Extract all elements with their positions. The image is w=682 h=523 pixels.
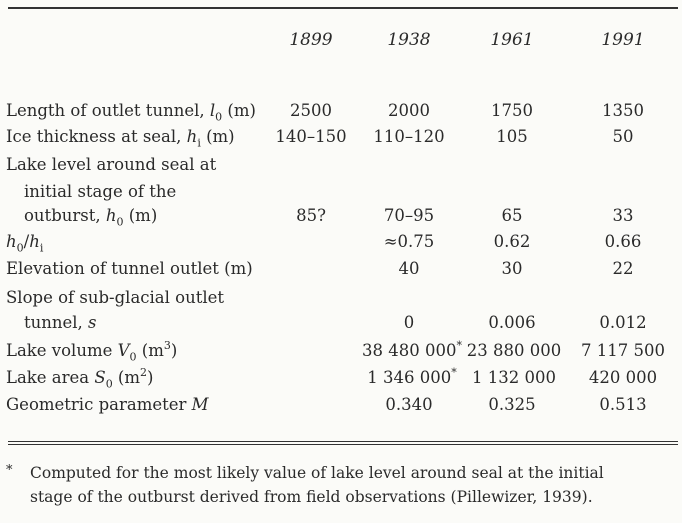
cell: 7 117 500 <box>581 341 665 360</box>
table-row <box>0 259 682 281</box>
cell: 1 346 000* <box>367 366 457 387</box>
cell: 70–95 <box>383 206 435 225</box>
cell: 1750 <box>491 101 533 120</box>
cell: 0.62 <box>493 232 531 251</box>
cell: 22 <box>612 259 634 278</box>
row-label-line2: tunnel, s <box>24 313 97 332</box>
cell: 0.513 <box>599 395 647 414</box>
cell: 2500 <box>290 101 332 120</box>
cell: 420 000 <box>588 368 658 387</box>
table-row <box>0 127 682 149</box>
row-label-line3: outburst, $h_0$ (m) <box>24 206 158 229</box>
footnote-line-1: Computed for the most likely value of lake level around seal at the initial <box>30 464 604 482</box>
cell: 1 132 000 <box>472 368 556 387</box>
cell: 38 480 000* <box>362 339 462 360</box>
cell: 105 <box>496 127 528 146</box>
year-header-1991: 1991 <box>601 30 645 50</box>
cell: 0.66 <box>604 232 642 251</box>
cell: ≈0.75 <box>383 232 435 251</box>
table-row <box>0 395 682 417</box>
footnote-marker: * <box>6 463 13 478</box>
cell: 40 <box>398 259 420 278</box>
row-label: $h_0/h_i$ <box>6 232 44 255</box>
table-row <box>0 341 682 363</box>
cell: 23 880 000 <box>466 341 562 360</box>
row-label: Slope of sub-glacial outlet <box>6 288 225 307</box>
row-label-line2: initial stage of the <box>24 182 177 201</box>
cell: 2000 <box>388 101 430 120</box>
table-row-continued <box>0 313 682 335</box>
row-label: Length of outlet tunnel, $l_0$ (m) <box>6 101 256 124</box>
footnote-line-2: stage of the outburst derived from field observations (Pillewizer, 1939). <box>30 488 593 506</box>
cell: 30 <box>501 259 523 278</box>
cell: 0.340 <box>385 395 433 414</box>
row-label: Lake volume $V_0$ $(m^3)$ <box>6 339 178 364</box>
row-label: Lake area $S_0$ $(m^2)$ <box>6 366 154 391</box>
row-label: Lake level around seal at <box>6 155 217 174</box>
cell: 140–150 <box>275 127 347 146</box>
cell: 0.325 <box>488 395 536 414</box>
cell: 65 <box>501 206 523 225</box>
table-row <box>0 232 682 254</box>
cell: 110–120 <box>373 127 445 146</box>
row-label: Geometric parameter M <box>6 395 209 414</box>
cell: 0 <box>403 313 415 332</box>
table-row <box>0 155 682 177</box>
row-label: Elevation of tunnel outlet (m) <box>6 259 253 278</box>
table-top-rule <box>8 7 678 9</box>
table-bottom-rule-double <box>8 444 678 445</box>
cell: 0.012 <box>599 313 647 332</box>
row-label: Ice thickness at seal, $h_i$ (m) <box>6 127 235 150</box>
table-bottom-rule <box>8 441 678 442</box>
table-row <box>0 288 682 310</box>
cell: 85? <box>296 206 326 225</box>
table-row <box>0 101 682 123</box>
year-header-1938: 1938 <box>387 30 431 50</box>
year-header-1899: 1899 <box>289 30 333 50</box>
cell: 1350 <box>602 101 644 120</box>
cell: 0.006 <box>488 313 536 332</box>
cell: 33 <box>612 206 634 225</box>
table-row-continued <box>0 206 682 228</box>
cell: 50 <box>612 127 634 146</box>
table-row <box>0 368 682 390</box>
year-header-1961: 1961 <box>490 30 534 50</box>
table-row-continued <box>0 182 682 204</box>
